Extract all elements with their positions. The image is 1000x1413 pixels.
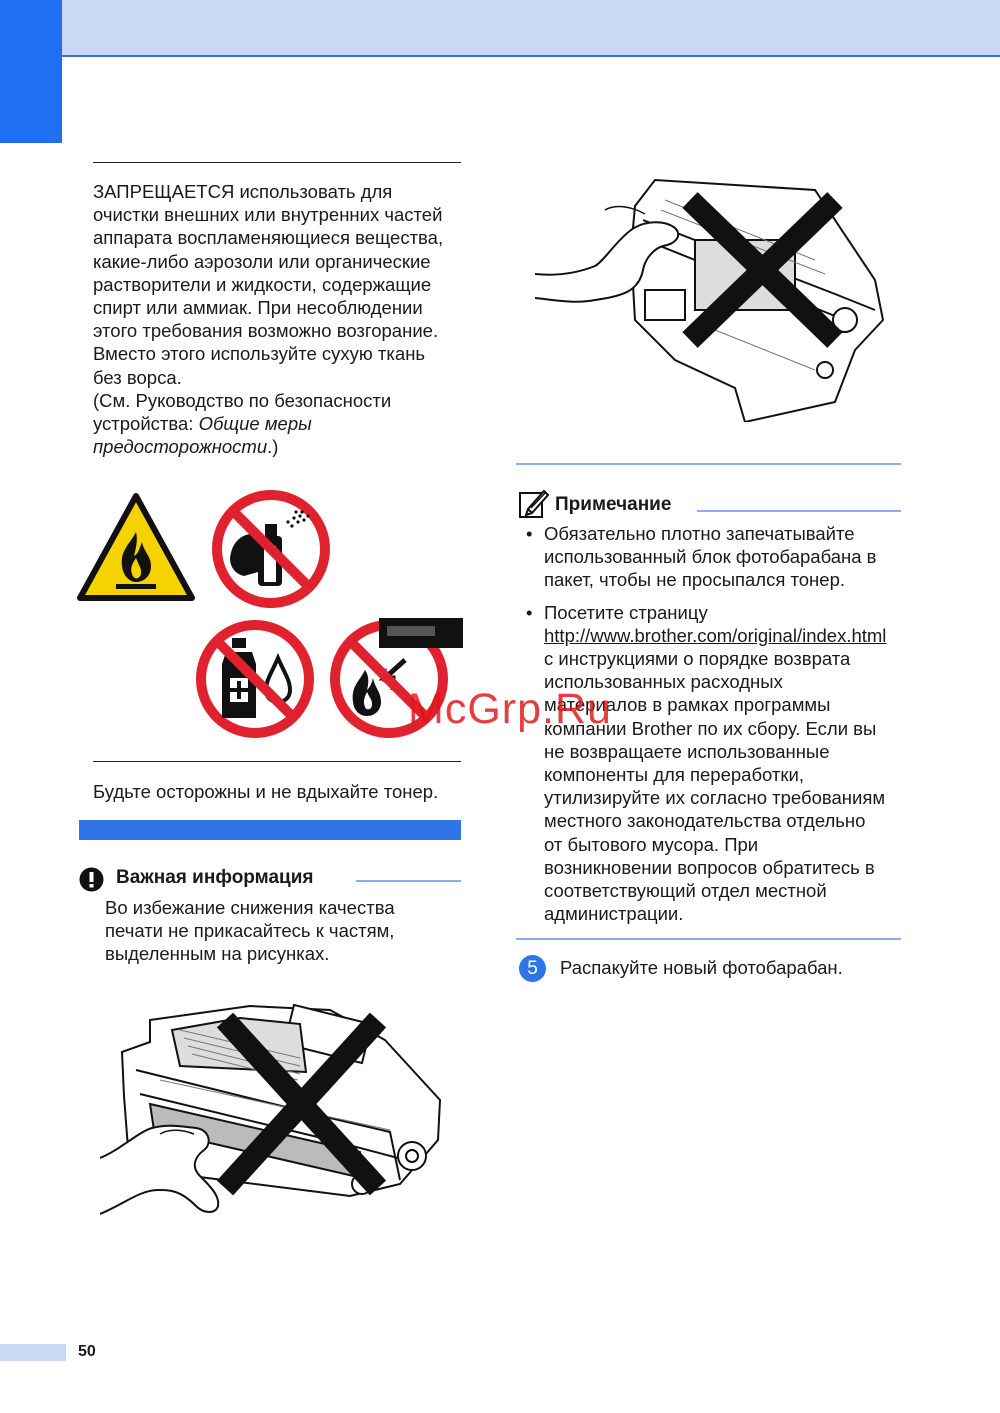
important-line: Во избежание снижения качества xyxy=(105,897,395,918)
caution-text: Будьте осторожны и не вдыхайте тонер. xyxy=(93,781,439,802)
note-line: с инструкциями о порядке возврата xyxy=(544,648,851,670)
warning-line: аппарата воспламеняющиеся вещества, xyxy=(93,227,444,249)
note-line: утилизируйте их согласно требованиям xyxy=(544,787,886,809)
warning-line: этого требования возможно возгорание. xyxy=(93,320,439,342)
important-line: печати не прикасайтесь к частям, xyxy=(105,920,395,942)
no-liquid-icon xyxy=(194,618,316,740)
ref-suffix: .) xyxy=(267,436,279,458)
warning-line: растворители и жидкости, содержащие xyxy=(93,273,432,295)
note-bullet xyxy=(526,522,902,592)
ref-italic-b: предосторожности xyxy=(93,436,268,458)
note-pencil-icon xyxy=(518,487,550,519)
note-title: Примечание xyxy=(555,494,672,515)
note-line: Обязательно плотно запечатывайте xyxy=(544,523,855,544)
important-title-rule xyxy=(356,880,461,882)
warning-line: какие-либо аэрозоли или органические xyxy=(93,250,431,272)
watermark: McGrp.Ru xyxy=(408,685,612,733)
note-line: от бытового мусора. При xyxy=(544,833,759,855)
chapter-tab xyxy=(0,0,62,143)
warning-line: очистки внешних или внутренних частей xyxy=(93,204,443,226)
note-line: материалов в рамках программы xyxy=(544,694,831,716)
note-line: компоненты для переработки, xyxy=(544,764,804,786)
warning-line: без ворса. xyxy=(93,366,182,388)
bullet-dot: • xyxy=(526,601,533,623)
toner-cartridge-illustration xyxy=(100,1000,445,1232)
brother-recycling-link[interactable]: http://www.brother.com/original/index.html xyxy=(544,624,887,646)
note-line: возникновении вопросов обратитесь в xyxy=(544,856,875,878)
note-line: местного законодательства отдельно xyxy=(544,810,866,832)
footer-band xyxy=(0,1344,66,1361)
warning-top-rule xyxy=(93,162,461,163)
ref-italic-a: Общие меры xyxy=(198,413,312,435)
note-line: пакет, чтобы не просыпался тонер. xyxy=(544,569,845,591)
safety-reference-line2 xyxy=(93,412,465,435)
ref-prefix: устройства: xyxy=(93,413,199,435)
section-bar xyxy=(79,820,461,840)
note-title-rule xyxy=(697,510,901,512)
note-bottom-rule xyxy=(516,938,901,940)
no-aerosol-icon xyxy=(210,488,332,610)
step-number-badge: 5 xyxy=(519,955,546,982)
drum-unit-illustration xyxy=(535,170,890,422)
note-line: Посетите страницу xyxy=(544,601,708,623)
note-line: администрации. xyxy=(544,903,684,925)
step-text: Распакуйте новый фотобарабан. xyxy=(560,957,843,978)
header-band xyxy=(0,0,1000,57)
note-line: использованный блок фотобарабана в xyxy=(544,546,877,568)
note-bullet xyxy=(526,601,902,926)
warning-text xyxy=(93,180,465,458)
note-line: не возвращаете использованные xyxy=(544,740,830,762)
important-line: выделенным на рисунках. xyxy=(105,943,330,965)
warning-line: Вместо этого используйте сухую ткань xyxy=(93,343,426,365)
bullet-dot: • xyxy=(526,523,533,544)
note-line: компании Brother по их сбору. Если вы xyxy=(544,717,877,739)
safety-reference-line3 xyxy=(93,435,465,458)
important-exclamation-icon xyxy=(79,867,104,892)
note-line: использованных расходных xyxy=(544,671,783,693)
note-line: соответствующий отдел местной xyxy=(544,880,827,902)
page-number: 50 xyxy=(78,1343,96,1360)
important-title: Важная информация xyxy=(116,867,314,888)
warning-line: спирт или аммиак. При несоблюдении xyxy=(93,297,423,319)
flammable-warning-icon xyxy=(76,492,196,604)
important-text xyxy=(105,896,460,966)
warning-line: ЗАПРЕЩАЕТСЯ использовать для xyxy=(93,181,393,202)
safety-reference-line1: (См. Руководство по безопасности xyxy=(93,389,392,411)
caution-rule xyxy=(93,761,461,762)
note-top-rule xyxy=(516,463,901,465)
